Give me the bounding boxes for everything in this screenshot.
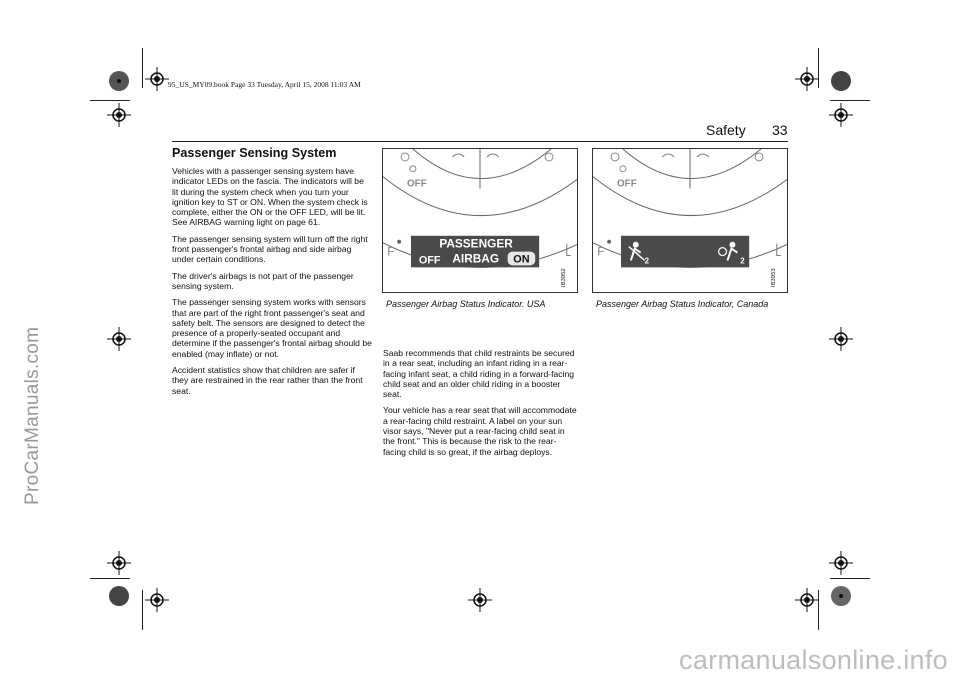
registration-target-icon: [795, 67, 819, 91]
registration-target-icon: [107, 327, 131, 351]
paragraph: The driver's airbags is not part of the passenger sensing system.: [172, 270, 354, 291]
bottom-watermark[interactable]: carmanualsonline.info: [679, 645, 948, 675]
svg-text:F: F: [597, 244, 605, 259]
crop-mark: [830, 578, 870, 579]
header-rule: [172, 141, 788, 142]
paragraph: Saab recommends that child restraints be secured in a rear seat, including an infant riding in a rear-facing infant seat, a child riding in a forward-facing child seat and an older child riding in a booster seat.: [383, 348, 575, 400]
middle-column: [383, 348, 578, 463]
registration-target-icon: [145, 67, 169, 91]
figure-caption-usa: Passenger Airbag Status Indicator. USA: [386, 299, 546, 309]
figure-code: IB3952: [560, 268, 567, 288]
paragraph: Accident statistics show that children are safer if they are restrained in the rear rather than the front seat.: [172, 365, 363, 396]
figure-code: IB3953: [770, 268, 777, 288]
registration-target-icon: [829, 551, 853, 575]
figure-usa: [382, 148, 578, 293]
registration-target-icon: [145, 588, 169, 612]
airbag-indicator-usa-illustration: [383, 149, 577, 292]
panel-passenger-label: PASSENGER: [439, 236, 513, 251]
crop-mark: [830, 100, 870, 101]
registration-target-icon: [107, 551, 131, 575]
section-title: Passenger Sensing System: [172, 146, 337, 160]
color-dot-icon: [830, 70, 852, 92]
icon-subscript: 2: [644, 256, 650, 266]
crop-mark: [90, 578, 130, 579]
dial-off-label: OFF: [617, 178, 637, 190]
crop-mark: [142, 48, 143, 88]
side-watermark: ProCarManuals.com: [22, 326, 43, 505]
left-column: [172, 146, 372, 402]
color-dot-icon: [830, 585, 852, 607]
registration-target-icon: [468, 588, 492, 612]
registration-target-icon: [829, 327, 853, 351]
panel-on-label: ON: [513, 253, 530, 266]
panel-off-label: OFF: [418, 254, 441, 267]
dial-off-label: OFF: [407, 178, 427, 190]
figure-canada: [592, 148, 788, 293]
registration-target-icon: [107, 103, 131, 127]
paragraph: The passenger sensing system works with sensors that are part of the right front passenger's seat and safety belt. The sensors are designed to detect the presence of a properly-seated occupant and determine if the passenger's frontal airbag should be enabled (may inflate) or not.: [172, 297, 372, 359]
svg-text:F: F: [387, 244, 395, 259]
figure-caption-canada: Passenger Airbag Status Indicator, Canada: [596, 299, 769, 309]
crop-mark: [90, 100, 130, 101]
color-dot-icon: [108, 585, 130, 607]
book-info: 95_US_MY09.book Page 33 Tuesday, April 15, 2008 11:03 AM: [168, 80, 361, 89]
crop-mark: [142, 590, 143, 630]
page-number: 33: [772, 122, 788, 138]
panel-airbag-label: AIRBAG: [452, 251, 500, 266]
registration-target-icon: [829, 103, 853, 127]
color-dot-icon: [108, 70, 130, 92]
running-header-title: Safety: [706, 122, 746, 138]
airbag-indicator-canada-illustration: [593, 149, 787, 292]
paragraph: The passenger sensing system will turn off the right front passenger's frontal airbag and side airbag under certain conditions.: [172, 233, 368, 265]
paragraph: Your vehicle has a rear seat that will accommodate a rear-facing child restraint. A label on your sun visor says, "Never put a rear-facing child seat in the front." This is because the risk to the rear-facing child is so great, if the airbag deploys.: [383, 405, 577, 457]
paragraph: Vehicles with a passenger sensing system have indicator LEDs on the fascia. The indicators will be lit during the system check when you turn your ignition key to ST or ON. When the system check is complete, either the ON or the OFF LED, will be lit. See AIRBAG warning light on page 61.: [172, 166, 368, 228]
icon-subscript: 2: [740, 256, 745, 266]
registration-target-icon: [795, 588, 819, 612]
